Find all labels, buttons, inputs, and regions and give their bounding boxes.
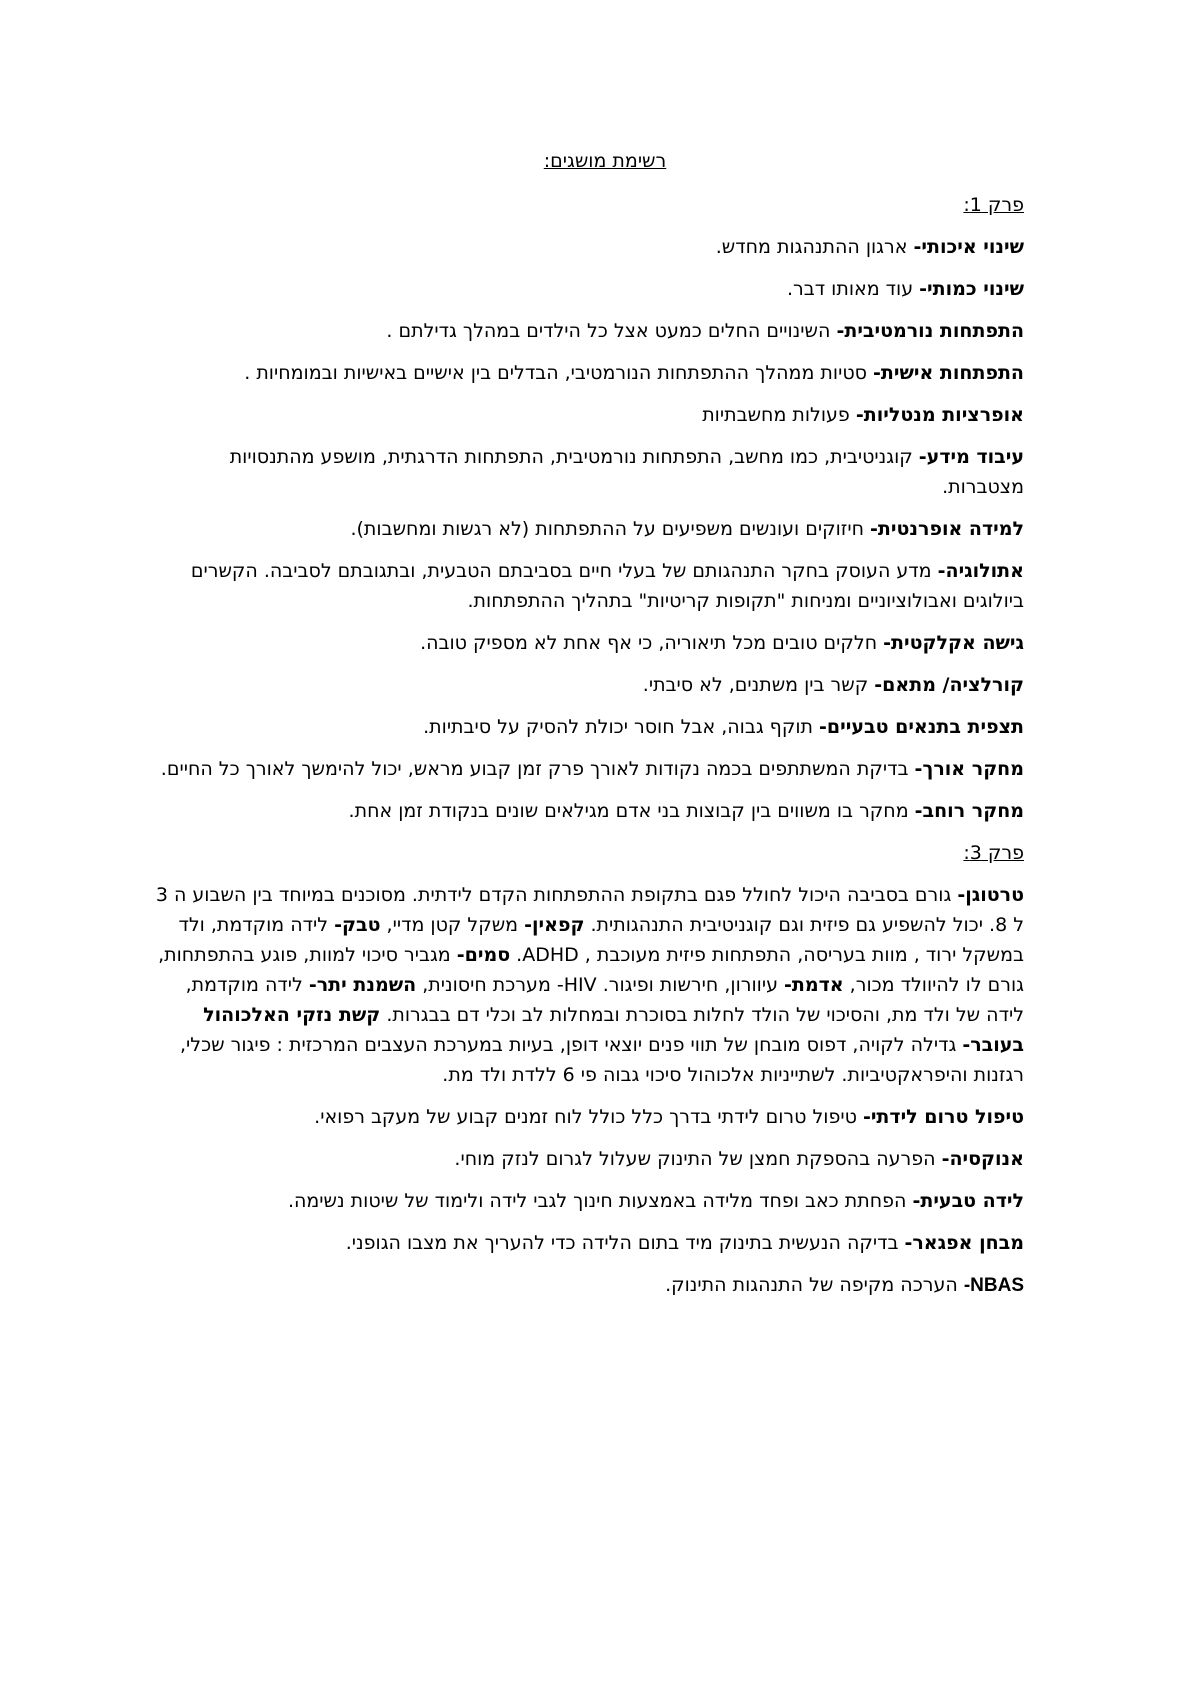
glossary-definition: השינויים החלים כמעט אצל כל הילדים במהלך גדילתם . xyxy=(386,320,837,342)
glossary-entry xyxy=(154,1186,1024,1216)
glossary-term: תצפית בתנאים טבעיים- xyxy=(819,716,1024,738)
glossary-term: קורלציה/ מתאם- xyxy=(874,674,1024,696)
glossary-definition: סטיות ממהלך ההתפתחות הנורמטיבי, הבדלים בין אישיים באישיות ובמומחיות . xyxy=(244,362,874,384)
glossary-term: קפאין- xyxy=(524,914,585,936)
glossary-entry xyxy=(154,358,1024,388)
glossary-definition: קשר בין משתנים, לא סיבתי. xyxy=(642,674,875,696)
glossary-definition: גורם בסביבה היכול לחולל פגם בתקופת ההתפתחות הקדם לידתית. מסוכנים במיוחד בין השבוע ה 3 ל 8. יכול להשפיע גם פיזית וגם קוגניטיבית התנהגותית. xyxy=(155,884,1024,936)
glossary-term: עיבוד מידע- xyxy=(918,446,1024,468)
glossary-term: גישה אקלקטית- xyxy=(883,632,1024,654)
glossary-definition: בדיקה הנעשית בתינוק מיד בתום הלידה כדי להעריך את מצבו הגופני. xyxy=(345,1232,905,1254)
glossary-term: לידה טבעית- xyxy=(912,1190,1024,1212)
glossary-entry xyxy=(154,316,1024,346)
chapter-1-heading: פרק 1: xyxy=(963,194,1024,216)
glossary-term: סמים- xyxy=(456,944,511,966)
glossary-entry xyxy=(154,628,1024,658)
glossary-definition: לידה מוקדמת, ולד במשקל ירוד , מוות בעריסה, התפתחות פיזית מעוכבת , ADHD. xyxy=(178,914,1024,966)
glossary-term: השמנת יתר- xyxy=(308,974,417,996)
glossary-definition: טיפול טרום לידתי בדרך כלל כולל לוח זמנים קבוע של מעקב רפואי. xyxy=(314,1106,863,1128)
document-title: רשימת מושגים: xyxy=(543,150,667,172)
glossary-definition: ארגון ההתנהגות מחדש. xyxy=(715,236,914,258)
glossary-entry xyxy=(154,670,1024,700)
glossary-term: מחקר אורך- xyxy=(914,758,1024,780)
glossary-term: התפתחות אישית- xyxy=(873,362,1024,384)
chapter-3-heading: פרק 3: xyxy=(963,842,1024,864)
glossary-entry xyxy=(154,514,1024,544)
teratogen-paragraph xyxy=(154,880,1024,1090)
glossary-entry xyxy=(154,1144,1024,1174)
glossary-term: טיפול טרום לידתי- xyxy=(862,1106,1024,1128)
glossary-definition: גדילה לקויה, דפוס מובחן של תווי פנים יוצאי דופן, בעיות במערכת העצבים המרכזית : פיגור שכלי, רגזנות והיפראקטיביות. לשתייניות אלכוהול סיכוי גבוה פי 6 ללדת ולד מת. xyxy=(180,1034,1024,1086)
glossary-term: NBAS- xyxy=(963,1275,1024,1296)
glossary-entry xyxy=(154,1102,1024,1132)
glossary-entry xyxy=(154,796,1024,826)
document-body xyxy=(154,190,1024,1313)
glossary-definition: חיזוקים ועונשים משפיעים על ההתפתחות (לא רגשות ומחשבות). xyxy=(350,518,871,540)
glossary-entry xyxy=(154,274,1024,304)
glossary-definition: מחקר בו משווים בין קבוצות בני אדם מגילאים שונים בנקודת זמן אחת. xyxy=(348,800,915,822)
glossary-term: אדמת- xyxy=(784,974,844,996)
glossary-definition: קוגניטיבית, כמו מחשב, התפתחות נורמטיבית, התפתחות הדרגתית, מושפע מהתנסויות מצטברות. xyxy=(229,446,1024,498)
glossary-term: אתולוגיה- xyxy=(937,560,1024,582)
glossary-term: טבק- xyxy=(334,914,381,936)
glossary-entry xyxy=(154,400,1024,430)
glossary-term: אופרציות מנטליות- xyxy=(855,404,1024,426)
glossary-term: אנוקסיה- xyxy=(941,1148,1024,1170)
glossary-entry xyxy=(154,754,1024,784)
glossary-definition: עוד מאותו דבר. xyxy=(787,278,920,300)
glossary-definition: עיוורון, חירשות ופיגור. HIV- מערכת חיסונית, xyxy=(416,974,785,996)
glossary-term: התפתחות נורמטיבית- xyxy=(836,320,1024,342)
glossary-definition: משקל קטן מדיי, xyxy=(380,914,525,936)
glossary-entry xyxy=(154,1228,1024,1258)
glossary-term: קשת נזקי האלכוהול בעובר- xyxy=(203,1004,1024,1056)
glossary-entry xyxy=(154,556,1024,616)
glossary-definition: הערכה מקיפה של התנהגות התינוק. xyxy=(665,1274,964,1296)
glossary-definition: חלקים טובים מכל תיאוריה, כי אף אחת לא מספיק טובה. xyxy=(420,632,884,654)
glossary-definition: בדיקת המשתתפים בכמה נקודות לאורך פרק זמן קבוע מראש, יכול להימשך לאורך כל החיים. xyxy=(160,758,915,780)
glossary-term: טרטוגן- xyxy=(957,884,1024,906)
glossary-definition: מגביר סיכוי למוות, פוגע בהתפתחות, גורם לו להיוולד מכור, xyxy=(158,944,1024,996)
glossary-definition: לידה מוקדמת, לידה של ולד מת, והסיכוי של הולד לחלות בסוכרת ובמחלות לב וכלי דם בבגרות. xyxy=(185,974,1024,1026)
glossary-entry xyxy=(154,232,1024,262)
glossary-definition: הפחתת כאב ופחד מלידה באמצעות חינוך לגבי לידה ולימוד של שיטות נשימה. xyxy=(287,1190,913,1212)
glossary-entry xyxy=(154,1270,1024,1301)
glossary-term: שינוי כמותי- xyxy=(919,278,1024,300)
glossary-definition: תוקף גבוה, אבל חוסר יכולת להסיק על סיבתיות. xyxy=(423,716,820,738)
glossary-term: שינוי איכותי- xyxy=(913,236,1024,258)
glossary-definition: פעולות מחשבתיות xyxy=(702,404,856,426)
glossary-entry xyxy=(154,442,1024,502)
glossary-entry xyxy=(154,712,1024,742)
glossary-term: מבחן אפגאר- xyxy=(904,1232,1024,1254)
glossary-term: מחקר רוחב- xyxy=(914,800,1024,822)
glossary-definition: הפרעה בהספקת חמצן של התינוק שעלול לגרום לנזק מוחי. xyxy=(454,1148,942,1170)
glossary-term: למידה אופרנטית- xyxy=(870,518,1024,540)
glossary-definition: מדע העוסק בחקר התנהגותם של בעלי חיים בסביבתם הטבעית, ובתגובתם לסביבה. הקשרים ביולוגים ואבולוציוניים ומניחות "תקופות קריטיות" בתהליך ההתפתחות. xyxy=(190,560,1024,612)
